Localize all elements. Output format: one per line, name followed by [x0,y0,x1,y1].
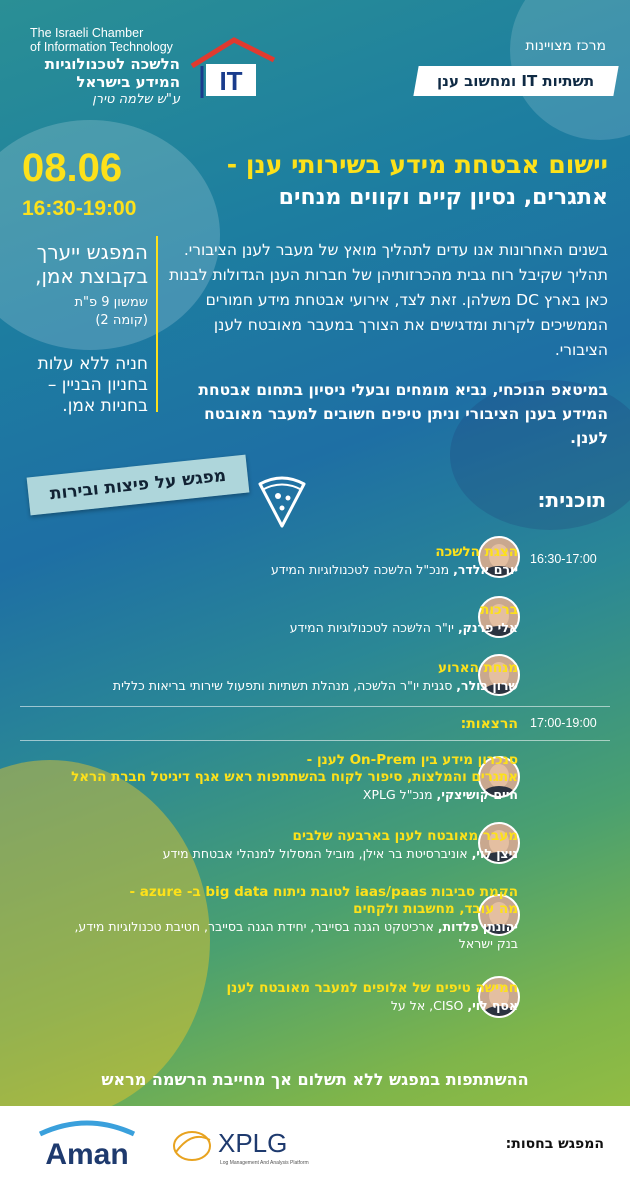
parking-line1: חניה ללא עלות [37,354,148,374]
speaker-name: אלי פרנק, [457,620,518,635]
program-title: תוכנית: [537,488,606,512]
lecture-item [18,752,518,803]
program-item [18,544,518,578]
program-item-title: מנחת הארוע [438,660,518,676]
center-name: מרכז מצויינות [525,38,606,54]
time-slot-2: 17:00-19:00 [530,716,597,730]
speaker-name: אסף לוי, [467,998,518,1013]
venue-line4: (קומה 2) [95,313,148,328]
speaker-role: ארכיטקט הגנה בסייבר, יחידת הגנה בסייבר, חטיבת טכנולוגיות מידע, [74,919,438,934]
lecture-item [18,828,518,862]
venue-address [22,294,148,330]
divider-line [156,236,158,412]
logo-en-line1: The Israeli Chamber [30,26,144,40]
lecture-title: מעבר מאובטח לענן בארבעה שלבים [292,828,518,844]
event-title-line1: יישום אבטחת מידע בשירותי ענן - [226,150,608,179]
program-item-speaker [18,561,518,578]
lecture-speaker [18,918,518,935]
venue-line3: שמשון 9 פ"ת [74,295,148,310]
section-divider [20,740,610,741]
venue-line1: המפגש ייערך [36,240,148,264]
lecture-title-line2: אתגרים והמלצות, סיפור לקוח בהשתתפות ראש אגף דיגיטל חברת הראל [71,769,518,785]
xplg-logo-text: XPLG [218,1128,288,1158]
xplg-logo [170,1116,320,1172]
event-date: 08.06 [22,146,123,190]
program-item-title: הצגת הלשכה [435,544,518,560]
time-slot-1: 16:30-17:00 [530,552,597,566]
lecture-title: חמישה טיפים של אלופים למעבר מאובטח לענן [226,980,518,996]
parking-line3: בחניות אמן. [62,396,148,416]
event-title-line2: אתגרים, נסיון קיים וקווים מנחים [278,185,608,210]
speaker-name: יורם אלדר, [453,562,518,577]
speaker-role: סגנית יו"ר הלשכה, מנהלת תשתיות ותפעול שירותי בריאות כללית [112,678,457,693]
sponsors-label: המפגש בחסות: [505,1136,604,1152]
aman-logo-text: Aman [45,1138,129,1171]
lecture-title: סנכרון מידע בין On-Prem לענן - [306,752,518,768]
program-item [18,602,518,636]
speaker-name: שרון בולר, [456,678,518,693]
parking-info [22,354,148,417]
speaker-role: יו"ר הלשכה לטכנולוגיות המידע [289,620,458,635]
pizza-banner: מפגש על פיצות ובירות [27,455,250,516]
logo-en-line2: of Information Technology [30,40,173,54]
lecture-item [18,884,518,952]
aman-logo [32,1116,142,1172]
program-item-speaker [18,619,518,636]
logo-he-line3: ע"ש שלמה טירן [92,92,180,107]
venue-line2: בקבוצת אמן, [35,264,148,288]
lecture-speaker [18,997,518,1014]
lecture-speaker-role-2: בנק ישראל [458,936,518,951]
speaker-name: יהונתן פלדות, [437,919,518,934]
event-time: 16:30-19:00 [22,197,137,220]
chamber-logo-english [30,26,173,54]
speaker-role: מנכ"ל הלשכה לטכנולוגיות המידע [270,562,454,577]
logo-he-line1: הלשכה לטכנולוגיות [44,55,180,73]
track-banner [413,66,618,96]
it-house-logo [186,36,276,100]
xplg-tagline: Log Management And Analysis Platform [220,1160,309,1166]
program-item-speaker [18,677,518,694]
speaker-role: CISO, אל על [390,998,468,1013]
logo-he-line2: המידע בישראל [76,73,180,91]
parking-line2: בחניון הבניין – [47,375,148,395]
event-description-2: במיטאפ הנוכחי, נביא מומחים ובעלי ניסיון בתחום אבטחת המידע בענן הציבורי וניתן טיפים חשובים למעבר מאובטח לענן. [198,381,608,447]
program-item-title: ברכות [480,602,518,618]
lecture-speaker [18,845,518,862]
pizza-slice-icon [252,470,312,530]
it-logo-text: IT [219,66,243,96]
program-item [18,660,518,694]
speaker-role: מנכ"ל XPLG [362,787,437,802]
lecture-title: הקמת סביבות iaas/paas לטובת ניתוח big data ב- azure - [129,884,518,900]
lecture-speaker [18,786,518,803]
track-banner-label: תשתיות IT ומחשוב ענן [437,72,595,90]
registration-note: ההשתתפות במפגש ללא תשלום אך מחייבת הרשמה מראש [101,1070,529,1089]
speaker-name: חיים קושיצקי, [436,787,518,802]
event-description: בשנים האחרונות אנו עדים לתהליך מואץ של מעבר לענן הציבורי. תהליך שקיבל רוח גבית מהכרזותיהן של חברות הענן הגדולות לבנות כאן בארץ DC משלהן. זאת לצד, אירועי אבטחת מידע חמורים הממשיכים לקרות ומדגישים את הצורך במעבר מאובטח לענן הציבורי. [169,241,608,359]
lectures-label: הרצאות: [460,716,518,732]
venue-main [22,240,148,288]
lecture-title-line2: מה עובד, מחשבות ולקחים [353,901,518,917]
speaker-name: ניצן לוי, [471,846,518,861]
lecture-item [18,980,518,1014]
section-divider [20,706,610,707]
speaker-role: אוניברסיטת בר אילן, מוביל המסלול למנהלי אבטחת מידע [162,846,472,861]
